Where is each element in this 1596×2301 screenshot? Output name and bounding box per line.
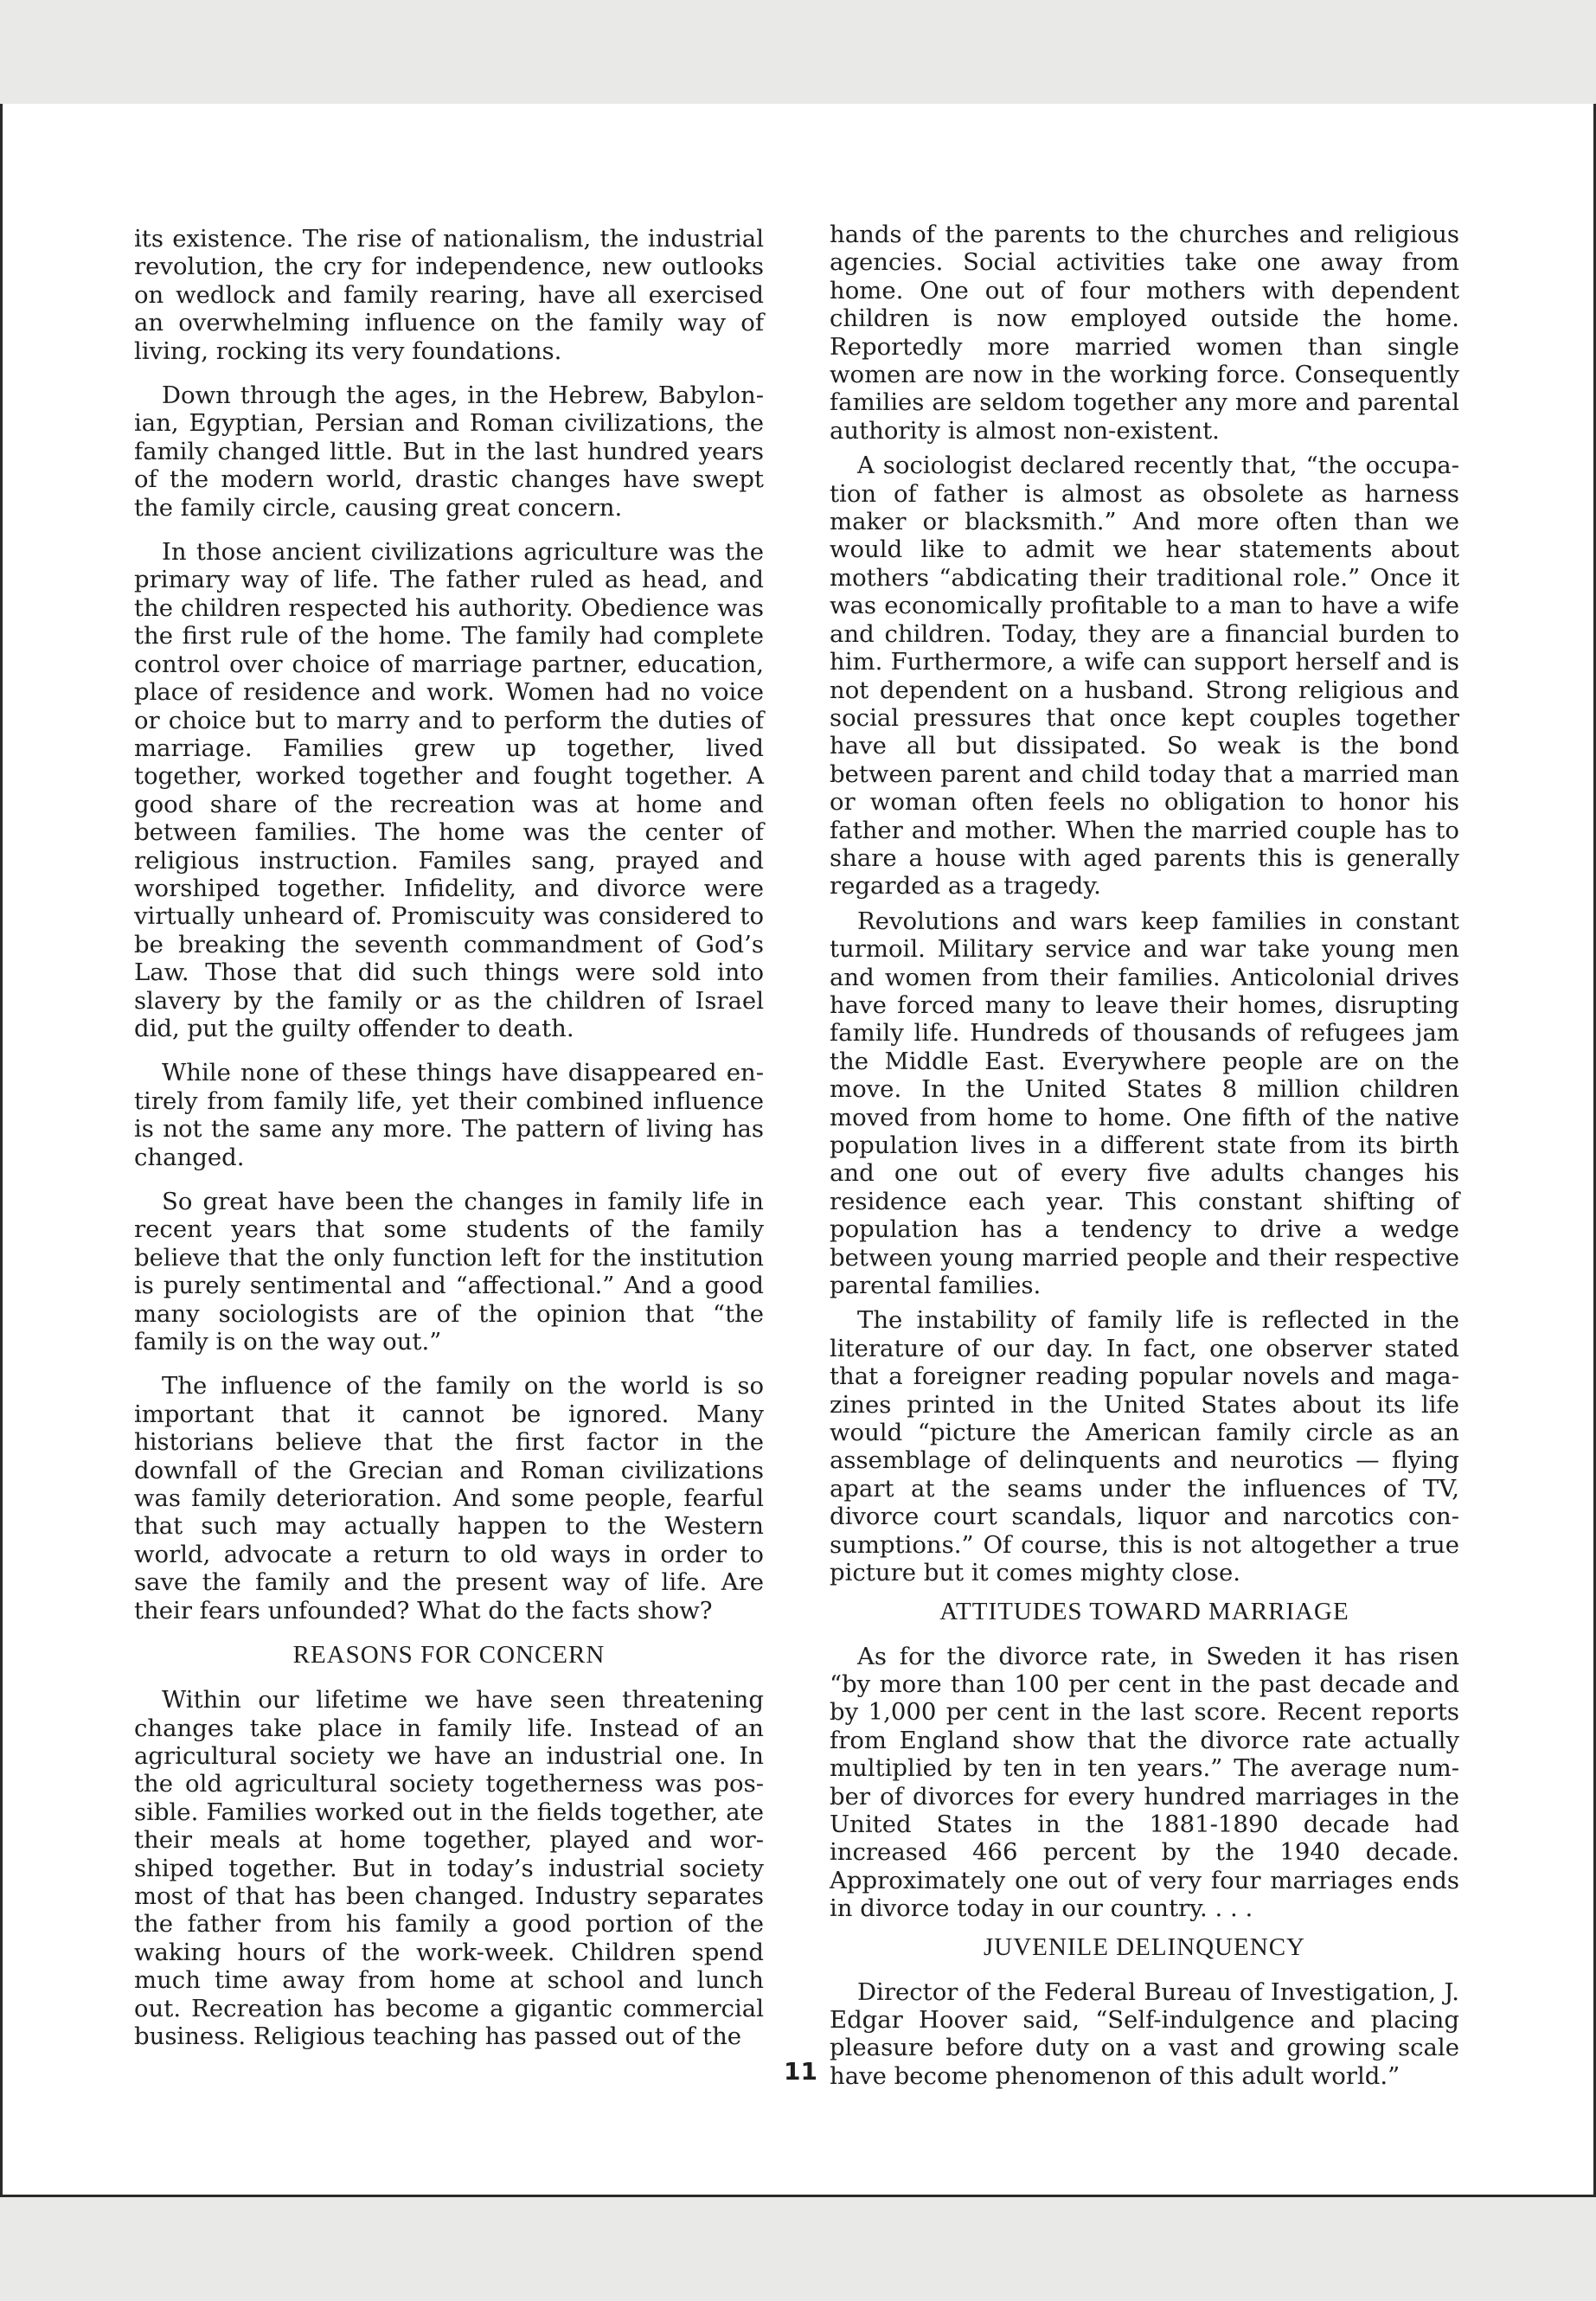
document-page bbox=[0, 104, 1596, 2197]
paragraph: A sociologist declared recently that, “the occupation of father is almost as obsolete as harness maker or blacksmith.” And more often than we would like to admit we hear statements about mothers “abdicating their traditional role.” Once it was economically profitable to a man to have a wife and children. Today, they are a financial burden to him. Furthermore, a wife can support herself and is not dependent on a husband. Strong religious and social pressures that once kept couples together have all but dissipated. So weak is the bond between parent and child today that a married man or woman often feels no obligation to honor his father and mother. When the married couple has to share a house with aged parents this is generally regarded as a tragedy. bbox=[830, 452, 1459, 901]
paragraph: its existence. The rise of nationalism, the industrial revolution, the cry for independence, new outlooks on wedlock and family rearing, have all exercised an overwhelming influence on the family way of living, rocking its very foundations. bbox=[134, 225, 764, 365]
section-heading-attitudes-toward-marriage: ATTITUDES TOWARD MARRIAGE bbox=[939, 1597, 1349, 1625]
section-heading-juvenile-delinquency: JUVENILE DELINQUENCY bbox=[984, 1932, 1305, 1961]
right-column bbox=[830, 221, 1459, 2106]
paragraph: Revolutions and wars keep families in constant turmoil. Military service and war take young men and women from their families. Anticolonial drives have forced many to leave their homes, disrupting family life. Hundreds of thousands of refugees jam the Middle East. Everywhere people are on the move. In the United States 8 million children moved from home to home. One fifth of the native population lives in a different state from its birth and one out of every five adults changes his residence each year. This constant shifting of population has a tendency to drive a wedge between young married people and their respective parental families. bbox=[830, 907, 1459, 1300]
paragraph: Director of the Federal Bureau of Investigation, J. Edgar Hoover said, “Self-indulgence and placing pleasure before duty on a vast and growing scale have become phenomenon of this adult world.” bbox=[830, 1977, 1459, 2090]
paragraph: The influence of the family on the world is so important that it cannot be ignored. Many historians believe that the first factor in the downfall of the Grecian and Roman civilizations was family deterioration. And some people, fearful that such may actually happen to the Western world, advocate a return to old ways in order to save the family and the present way of life. Are their fears unfounded? What do the facts show? bbox=[134, 1372, 764, 1625]
left-column bbox=[134, 225, 764, 2067]
paragraph: While none of these things have disappeared entirely from family life, yet their combined influence is not the same any more. The pattern of living has changed. bbox=[134, 1059, 764, 1171]
paragraph: So great have been the changes in family life in recent years that some students of the family believe that the only function left for the institution is purely sentimental and “affectional.” And a good many sociologists are of the opinion that “the family is on the way out.” bbox=[134, 1188, 764, 1356]
paragraph: hands of the parents to the churches and religious agencies. Social activities take one away from home. One out of four mothers with dependent children is now employed outside the home. Reportedly more married women than single women are now in the working force. Consequently families are seldom together any more and parental authority is almost non-existent. bbox=[830, 221, 1459, 445]
page-number: 11 bbox=[784, 2057, 817, 2086]
paragraph: Down through the ages, in the Hebrew, Babylonian, Egyptian, Persian and Roman civilizations, the family changed little. But in the last hundred years of the modern world, drastic changes have swept the family circle, causing great concern. bbox=[134, 381, 764, 522]
paragraph: The instability of family life is reflected in the literature of our day. In fact, one observer stated that a foreigner reading popular novels and magazines printed in the United States about its life would “picture the American family circle as an assemblage of delinquents and neurotics — flying apart at the seams under the influences of TV, divorce court scandals, liquor and narcotics consumptions.” Of course, this is not altogether a true picture but it comes mighty close. bbox=[830, 1306, 1459, 1587]
paragraph: In those ancient civilizations agriculture was the primary way of life. The father ruled as head, and the children respected his authority. Obedience was the first rule of the home. The family had complete control over choice of marriage partner, education, place of residence and work. Women had no voice or choice but to marry and to perform the duties of marriage. Families grew up together, lived together, worked together and fought together. A good share of the recreation was at home and between families. The home was the center of religious instruction. Familes sang, prayed and worshiped together. Infidelity, and divorce were virtually unheard of. Promiscuity was considered to be breaking the seventh commandment of God’s Law. Those that did such things were sold into slavery by the family or as the children of Israel did, put the guilty offender to death. bbox=[134, 538, 764, 1042]
paragraph: As for the divorce rate, in Sweden it has risen “by more than 100 per cent in the past decade and by 1,000 per cent in the last score. Recent reports from England show that the divorce rate actually multiplied by ten in ten years.” The average number of divorces for every hundred marriages in the United States in the 1881-1890 decade had increased 466 percent by the 1940 decade. Approximately one out of very four marriages ends in divorce today in our country. . . . bbox=[830, 1642, 1459, 1923]
section-heading-reasons-for-concern: REASONS FOR CONCERN bbox=[292, 1641, 606, 1670]
paragraph: Within our lifetime we have seen threatening changes take place in family life. Instead of an agricultural society we have an industrial one. In the old agricultural society togetherness was possible. Families worked out in the fields together, ate their meals at home together, played and worshiped together. But in today’s industrial society most of that has been changed. Industry separates the father from his family a good portion of the waking hours of the work-week. Children spend much time away from home at school and lunch out. Recreation has become a gigantic commercial business. Religious teaching has passed out of the bbox=[134, 1686, 764, 2050]
